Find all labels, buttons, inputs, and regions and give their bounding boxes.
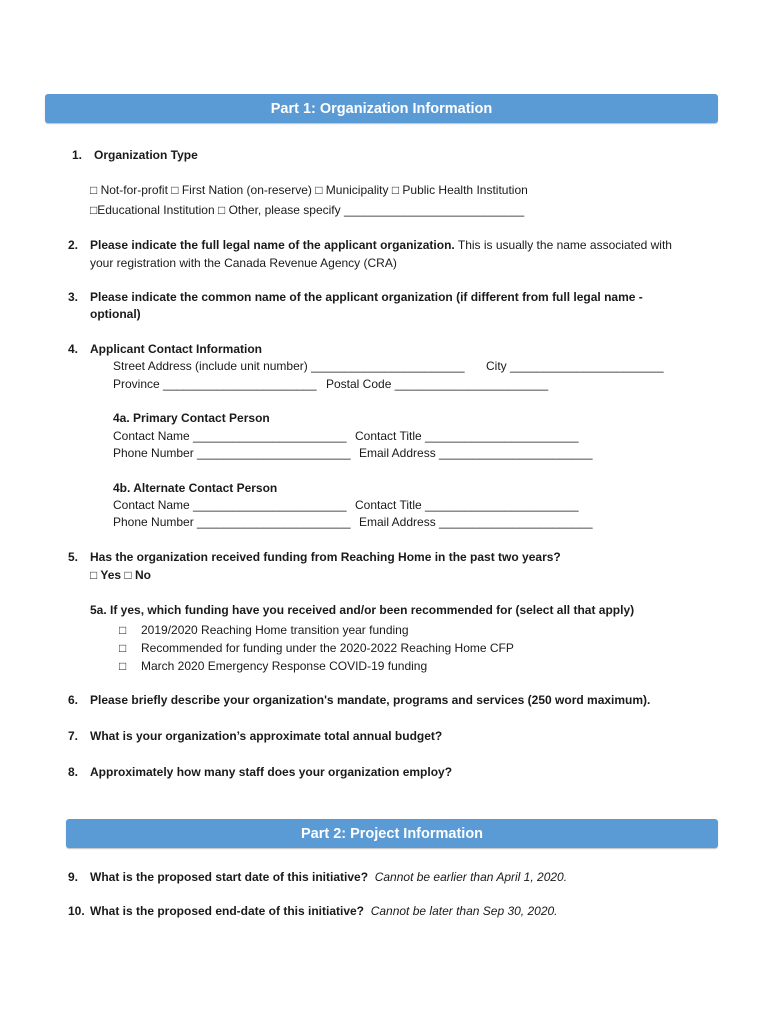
q5-number: 5.: [68, 550, 79, 564]
primary-phone-field[interactable]: Phone Number _______________________: [113, 446, 351, 460]
q8-question: Approximately how many staff does your organization employ?: [90, 765, 453, 779]
q4-number: 4.: [68, 342, 79, 356]
q10-question-text: What is the proposed end-date of this initiative?: [90, 904, 365, 918]
q5a-option-3-checkbox[interactable]: □: [119, 659, 127, 673]
q2-question-bold: Please indicate the full legal name of the applicant organization.: [90, 238, 455, 252]
q6-number: 6.: [68, 693, 79, 707]
q9-number: 9.: [68, 870, 79, 884]
q6-question: Please briefly describe your organization's mandate, programs and services (250 word maximum).: [90, 693, 651, 707]
q5-yes-no-checkboxes[interactable]: □ Yes □ No: [90, 568, 151, 582]
q7-question: What is your organization’s approximate total annual budget?: [90, 729, 443, 743]
q4-title: Applicant Contact Information: [90, 342, 262, 356]
province-field[interactable]: Province _______________________: [113, 377, 317, 391]
q5a-option-1-checkbox[interactable]: □: [119, 623, 127, 637]
part1-header: [45, 94, 718, 123]
postal-code-field[interactable]: Postal Code _______________________: [326, 377, 549, 391]
alternate-contact-name-field[interactable]: Contact Name _______________________: [113, 498, 347, 512]
q5a-question: 5a. If yes, which funding have you received and/or been recommended for (select all that apply): [90, 603, 635, 617]
q5a-option-2-label: Recommended for funding under the 2020-2022 Reaching Home CFP: [141, 641, 514, 655]
primary-contact-name-field[interactable]: Contact Name _______________________: [113, 429, 347, 443]
alternate-contact-title-field[interactable]: Contact Title _______________________: [355, 498, 579, 512]
part2-title: Part 2: Project Information: [300, 825, 484, 842]
q8-number: 8.: [68, 765, 79, 779]
q2-question-line2: your registration with the Canada Revenue Agency (CRA): [90, 256, 397, 270]
q2-number: 2.: [68, 238, 79, 252]
part1-title: Part 1: Organization Information: [270, 100, 493, 117]
q5a-option-2-checkbox[interactable]: □: [119, 641, 127, 655]
alternate-email-field[interactable]: Email Address _______________________: [359, 515, 593, 529]
q10-number: 10.: [68, 904, 85, 918]
part2-header: [66, 819, 718, 848]
q5a-option-1-label: 2019/2020 Reaching Home transition year funding: [141, 623, 409, 637]
q10-note: Cannot be later than Sep 30, 2020.: [370, 904, 558, 918]
q1-options-line1: □ Not-for-profit □ First Nation (on-reserve) □ Municipality □ Public Health Institution: [90, 183, 528, 197]
q3-question-line1: Please indicate the common name of the applicant organization (if different from full legal name -: [90, 290, 643, 304]
q1-number: 1.: [72, 148, 83, 162]
q3-question-line2: optional): [90, 307, 141, 321]
street-address-field[interactable]: Street Address (include unit number) _______________________: [113, 359, 465, 373]
q1-options-line2: □Educational Institution □ Other, please specify ___________________________: [90, 203, 525, 217]
q3-number: 3.: [68, 290, 79, 304]
primary-contact-title-field[interactable]: Contact Title _______________________: [355, 429, 579, 443]
q5-question: Has the organization received funding from Reaching Home in the past two years?: [90, 550, 561, 564]
q5a-option-3-label: March 2020 Emergency Response COVID-19 funding: [141, 659, 428, 673]
q9-note: Cannot be earlier than April 1, 2020.: [374, 870, 568, 884]
city-field[interactable]: City _______________________: [486, 359, 664, 373]
q9-question: [90, 869, 567, 885]
q2-question-normal: This is usually the name associated with: [454, 238, 672, 252]
q7-number: 7.: [68, 729, 79, 743]
q4a-title: 4a. Primary Contact Person: [113, 411, 270, 425]
q4b-title: 4b. Alternate Contact Person: [113, 481, 278, 495]
alternate-phone-field[interactable]: Phone Number _______________________: [113, 515, 351, 529]
q2-question: [90, 237, 672, 253]
q9-question-text: What is the proposed start date of this initiative?: [90, 870, 369, 884]
q1-title: Organization Type: [94, 148, 198, 162]
q10-question: [90, 903, 558, 919]
primary-email-field[interactable]: Email Address _______________________: [359, 446, 593, 460]
